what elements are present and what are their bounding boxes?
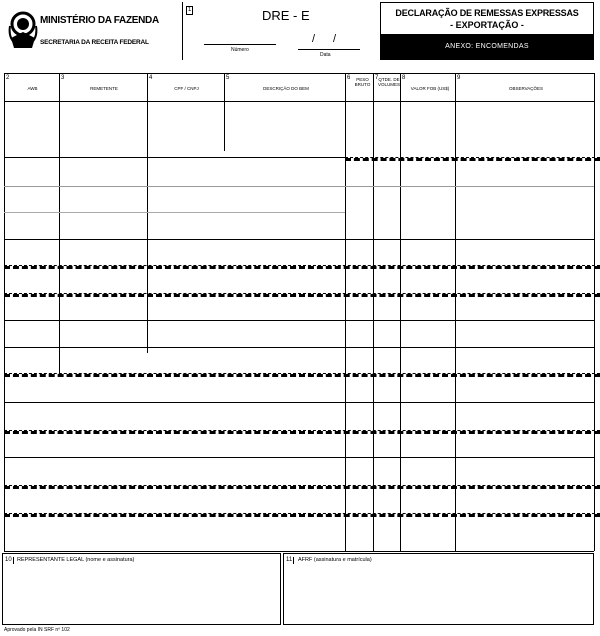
table-bottom-border [4, 551, 594, 552]
date-separator-2: / [333, 33, 337, 45]
representante-legal-label: REPRESENTANTE LEGAL (nome e assinatura) [17, 557, 135, 563]
approval-note: Aprovado pela IN SRF nº 102 [4, 627, 70, 633]
table-row[interactable] [4, 293, 600, 297]
table-row[interactable] [4, 373, 600, 377]
numero-label: Número [231, 47, 249, 53]
secretariat-name: SECRETARIA DA RECEITA FEDERAL [40, 39, 149, 46]
table-row[interactable] [4, 430, 600, 434]
afrf-box[interactable] [283, 553, 594, 625]
form-code: DRE - E [262, 8, 310, 23]
table-row[interactable] [4, 513, 600, 517]
table-row[interactable] [4, 457, 594, 458]
col-divider-cpf [224, 73, 225, 151]
form-title-line2: - EXPORTAÇÃO - [450, 20, 524, 30]
col-header-valor: VALOR FOB (US$) [410, 86, 450, 91]
col7-number: 7 [375, 75, 379, 81]
col6-number: 6 [347, 75, 351, 81]
table-row[interactable] [4, 239, 594, 240]
data-label: Data [320, 52, 331, 58]
table-right-border [594, 73, 595, 551]
col4-number: 4 [149, 75, 153, 81]
col-divider-volumes [400, 73, 401, 551]
representante-legal-box[interactable] [2, 553, 281, 625]
column-header-bottom [4, 101, 594, 102]
annex-banner-text: ANEXO: ENCOMENDAS [445, 43, 529, 50]
table-row[interactable] [4, 265, 600, 269]
table-row[interactable] [4, 186, 594, 187]
col5-number: 5 [226, 75, 230, 81]
col-header-peso: PESO BRUTO [354, 77, 371, 87]
col-header-cpf: CPF / CNPJ [174, 86, 199, 91]
ministry-name: MINISTÉRIO DA FAZENDA [40, 15, 159, 26]
col-header-remetente: REMETENTE [90, 86, 118, 91]
col-divider-descricao [345, 73, 346, 551]
table-row[interactable] [4, 485, 600, 489]
col-divider-awb [59, 73, 60, 373]
date-separator-1: / [312, 33, 316, 45]
box10-number: 10 [5, 557, 12, 563]
table-row[interactable] [4, 212, 345, 213]
box1-number: 1 [188, 7, 192, 13]
col2-number: 2 [6, 75, 10, 81]
box11-number: 11 [286, 557, 293, 563]
col-divider-peso [373, 73, 374, 551]
table-row[interactable] [4, 157, 345, 158]
col3-number: 3 [61, 75, 65, 81]
col-divider-remetente [147, 73, 148, 353]
table-row[interactable] [4, 402, 594, 403]
table-row[interactable] [4, 347, 594, 348]
col-header-descricao: DESCRIÇÃO DO BEM [263, 86, 309, 91]
table-top-border [4, 73, 594, 74]
form-title-line1: DECLARAÇÃO DE REMESSAS EXPRESSAS [395, 8, 579, 18]
table-left-border [4, 73, 5, 551]
col-header-volumes: QTDE. DE VOLUMES [378, 77, 401, 87]
afrf-label: AFRF (assinatura e matrícula) [298, 557, 372, 563]
table-row[interactable] [4, 320, 594, 321]
col-header-awb: AWB [27, 86, 38, 91]
col9-number: 9 [457, 75, 461, 81]
col8-number: 8 [402, 75, 406, 81]
col-header-observacoes: OBSERVAÇÕES [508, 86, 544, 91]
table-row[interactable] [345, 157, 600, 161]
col-divider-valor [455, 73, 456, 551]
